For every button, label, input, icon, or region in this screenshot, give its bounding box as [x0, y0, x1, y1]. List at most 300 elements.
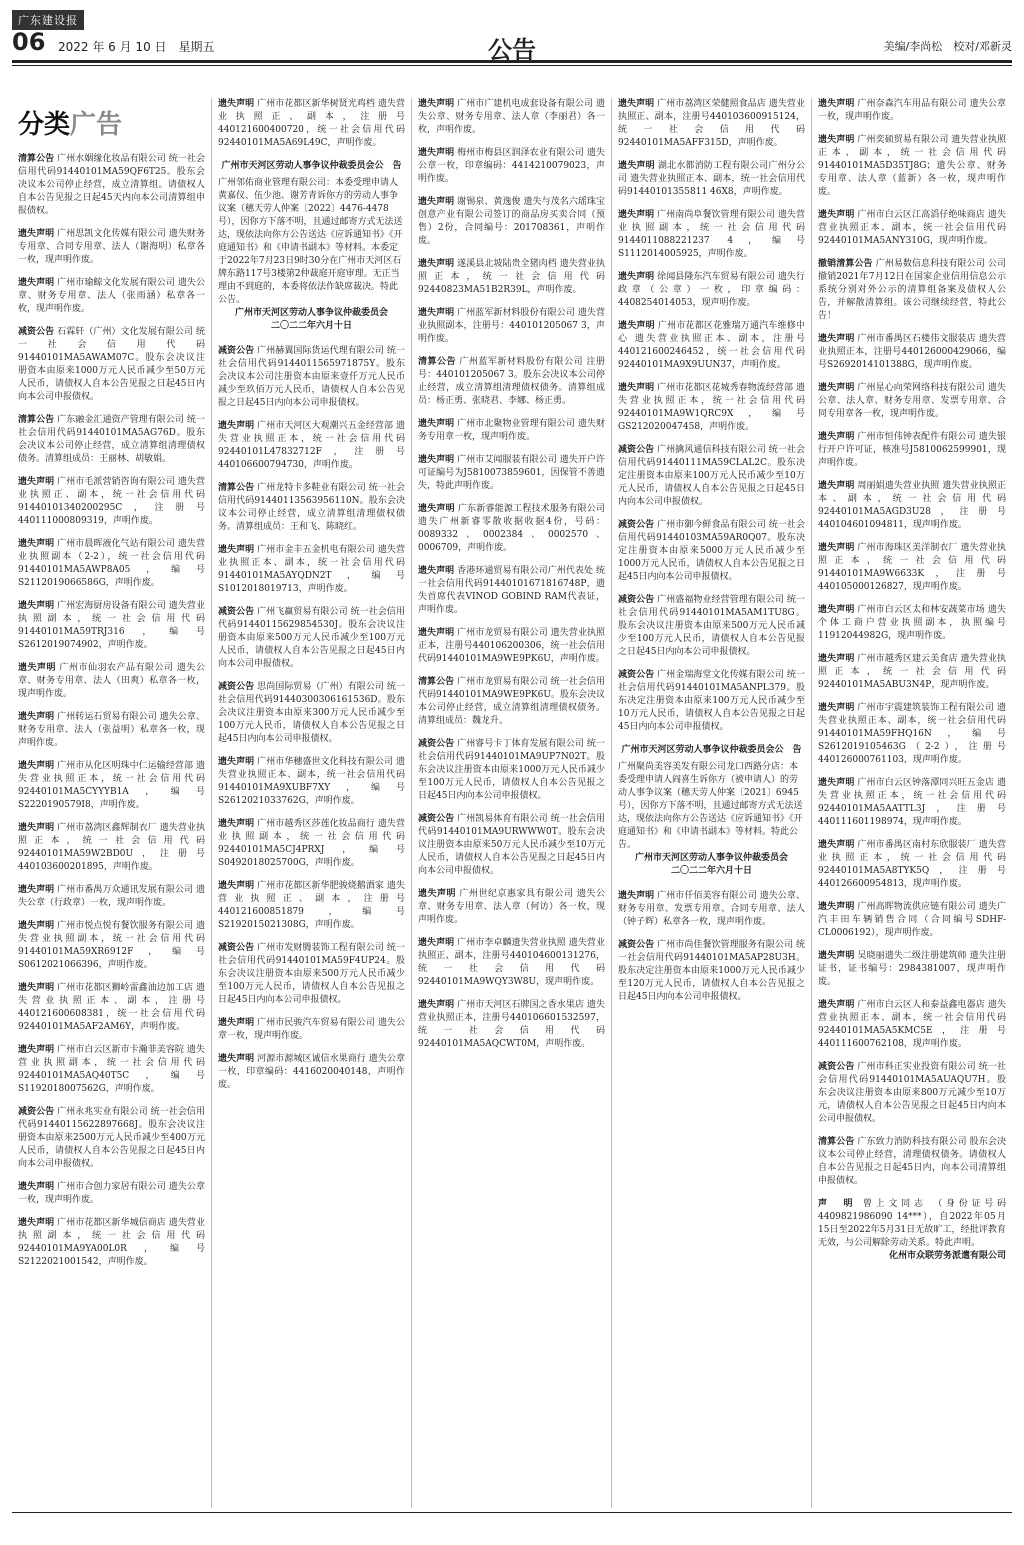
ad-kind: 遗失声明 [818, 432, 855, 442]
notice-body: 广州邻佑商业管理有限公司：本委受理申请人黄嘉仪、伍少池、谢芳青诉你方的劳动人事争议案（穗天劳人仲案〔2022〕4476-4478号），因你方下落不明，且通过邮寄方式无法送达，现依法向你方公告送达《应诉通知书》《开庭通知书》和《申请书副本》等材料。本委定于2022年7月23日9时30分在广州市天河区石牌东路117号3楼第2仲裁庭开庭审理。无正当理由不到庭的，本委将依法作缺席裁决。特此公告。 [218, 178, 403, 305]
ad-company: 广州市花都区新华树贤光鸡档 [257, 99, 375, 109]
ad-kind: 遗失声明 [818, 334, 855, 344]
classified-ad [218, 818, 405, 870]
ad-company: 湖北水都消防工程有限公司广州分公司 [618, 161, 805, 184]
ad-kind: 减资公告 [618, 670, 655, 680]
classified-ad [818, 777, 1006, 829]
ad-body: 遗失公章、财务专用章、法人（张雨涵）私章各一枚，现声明作废。 [18, 278, 205, 314]
ad-company: 梅州市梅县区润泽农业有限公司 [457, 148, 584, 158]
ad-kind: 遗失声明 [818, 902, 855, 912]
ad-body: 遗失公章、财务专用章、法人（田爽）私章各一枚，现声明作废。 [18, 663, 205, 699]
ad-company: 广州南尚阜餐饮管理有限公司 [657, 210, 775, 220]
ad-kind: 遗失声明 [618, 321, 655, 331]
classified-ad [418, 627, 605, 666]
classified-ad [18, 277, 205, 316]
ad-company: 广州星心向荣网络科技有限公司 [857, 383, 985, 393]
classified-ad [618, 444, 805, 509]
classified-ad [618, 669, 805, 734]
ad-company: 广东新睿能源工程技术服务有限公司 [457, 504, 605, 514]
ad-company: 广州市发财腾装饰工程有限公司 [257, 943, 384, 953]
ad-company: 广州市白云区太和林安蔬菜市场 [857, 605, 985, 615]
logo-part-1: 分类 [18, 110, 71, 140]
ad-kind: 遗失声明 [18, 761, 55, 771]
ad-body: 遗失营业执照副本，统一社会信用代码9144011088221237 4，编号S1112014005925，声明作废。 [618, 210, 805, 259]
ad-kind: 减资公告 [18, 1107, 55, 1117]
ad-kind: 遗失声明 [818, 654, 855, 664]
classified-ad [618, 320, 805, 372]
ad-company: 广州思凯文化传媒有限公司 [57, 229, 166, 239]
ad-body: 遗失行政章（公章）一枚，印章编码：4408254014053，现声明作废。 [618, 272, 805, 308]
ad-company: 广州奈森汽车用品有限公司 [857, 99, 967, 109]
classified-ad [18, 982, 205, 1034]
ad-company: 广州市花都区新华城信商店 [57, 1218, 166, 1228]
ad-company: 广东融金汇通资产管理有限公司 [57, 415, 184, 425]
ad-company: 广州市番禺万众通讯发展有限公司 [57, 885, 194, 895]
classified-ad [18, 1106, 205, 1171]
notice-signature: 广州市天河区劳动人事争议仲裁委员会 [234, 308, 388, 318]
classified-ad [218, 420, 405, 472]
ad-company: 广州市华穗盛世文化科技有限公司 [257, 757, 394, 767]
ad-body: 遗失营业执照正本、副本，注册号440121600608381，统一社会信用代码92440101MA5AF2AM6Y，声明作废。 [18, 983, 205, 1032]
ad-kind: 遗失声明 [18, 229, 55, 239]
ad-kind: 遗失声明 [818, 383, 855, 393]
ad-body: 统一社会信用代码91440115622897668J。股东会决议注册资本由原来2500万元人民币减少至400万元人民币，请债权人自本公告见报之日起45日内向本公司申报债权。 [18, 1107, 205, 1169]
ad-body: 统一社会信用代码91440300306161536D。股东会决议注册资本由原来300万元人民币减少至100万元人民币，请债权人自本公告见报之日起45日内向本公司申报债权。 [218, 682, 405, 744]
ad-company: 广州市金丰五金机电有限公司 [257, 545, 375, 555]
ad-body: 统一社会信用代码91440115629854530J。股东会决议注册资本由原来500万元人民币减少至100万元人民币，请债权人自本公告见报之日起45日内向本公司申报债权。 [218, 607, 405, 669]
ad-kind: 遗失声明 [618, 272, 655, 282]
ad-body: 统一社会信用代码91440101MA5AM1TU8G。股东会决议注册资本由原来500万元人民币减少至100万元人民币，请债权人自本公告见报之日起45日内向本公司申报债权。 [618, 595, 805, 657]
classified-ad [218, 942, 405, 1007]
ad-company: 广州市越秀区建云美食店 [857, 654, 958, 664]
classified-ad [818, 839, 1006, 891]
ad-kind: 遗失声明 [18, 1182, 55, 1192]
classified-ad [218, 880, 405, 932]
ad-kind: 减资公告 [418, 814, 455, 824]
notice-date: 二〇二二年六月十日 [670, 866, 752, 876]
classified-ad [618, 382, 805, 434]
ad-body: 统一社会信用代码91440101MA5AP28U3H。股东决定注册资本由原来1000万元人民币减少至120万元人民币，请债权人自本公告见报之日起45日内向本公司申报债权。 [618, 940, 805, 1002]
ad-body: 统一社会信用代码91440101671816748P，遗失首席代表VINOD GOBIND RAM代表证，声明作废。 [418, 566, 605, 615]
ad-kind: 遗失声明 [18, 601, 55, 611]
page-number: 06 [12, 28, 46, 56]
ad-company: 思尚国际贸易（广州）有限公司 [257, 682, 384, 692]
classified-ad [818, 98, 1006, 124]
notice-title: 广州市天河区劳动人事争议仲裁委员会公 告 [221, 161, 402, 171]
ad-company: 广州奕硕贸易有限公司 [857, 135, 949, 145]
ad-body: 遗失营业执照正本，统一社会信用代码91440101MA9W6633K，注册号440105000126827，现声明作废。 [818, 543, 1006, 592]
ad-signature: 化州市众联劳务派遣有限公司 [888, 1251, 1006, 1261]
ad-company: 广州市白云区人和泰益鑫电器店 [857, 1000, 985, 1010]
classifieds-grid [12, 98, 1012, 1508]
ad-kind: 撤销清算公告 [818, 259, 873, 269]
notice-body: 广州聚尚美容美发有限公司龙口西路分店：本委受理申请人阎喜生诉你方（被申请人）的劳动人事争议案（穗天劳人仲案〔2021〕6945号），因你方下落不明，且通过邮寄方式无法送达，现依法向你方公告送达《应诉通知书》《开庭通知书》和《申请书副本》等材料。特此公告。 [618, 762, 803, 850]
classified-ad [18, 920, 205, 972]
paper-tag: 广东建设报 [12, 10, 84, 30]
ad-kind: 减资公告 [618, 520, 655, 530]
ad-body: 遗失营业执照正、副本，统一社会信用代码91440101340200295C，注册号440111000809319，声明作废。 [18, 477, 205, 526]
ad-kind: 遗失声明 [418, 889, 457, 899]
ad-kind: 遗失声明 [818, 778, 855, 788]
ad-body: 遗失营业执照正本，统一社会信用代码92440101L47832712F，注册号440106600794730，声明作废。 [218, 421, 405, 470]
ad-kind: 遗失声明 [218, 99, 255, 109]
ad-company: 广州市从化区明珠中仁运输经营部 [57, 761, 194, 771]
ad-company: 广州市李卓麟遗失营业执照 [457, 938, 566, 948]
ad-body: 遗失财务专用章一枚，现声明作废。 [418, 419, 605, 442]
column-5 [812, 98, 1012, 1508]
ad-body: 遗失广汽丰田车辆销售合同（合同编号SDHF-CL0006192），现声明作废。 [818, 902, 1006, 938]
classified-ad [818, 999, 1006, 1051]
classified-ad [818, 333, 1006, 372]
ad-body: 统一社会信用代码91440113563956110N。股东会决议本公司停止经营，成立清算组清理债权债务。清算组成员：王和飞、陈晓红。 [218, 483, 405, 532]
classified-ad [18, 760, 205, 812]
ad-kind: 遗失声明 [18, 885, 55, 895]
ad-company: 广州转运石贸易有限公司 [57, 712, 157, 722]
ad-company: 广州市恒伟钟表配件有限公司 [857, 432, 976, 442]
ad-body: 遗失营业执照副本，统一社会信用代码92440101MA5CJ4PRXJ，编号S0492018025700G，声明作废。 [218, 819, 405, 868]
classified-ad [418, 258, 605, 297]
classified-ad [218, 756, 405, 808]
ad-body: 遗失营业执照正本，统一社会信用代码92440101MA5ABU3N4P，现声明作废。 [818, 654, 1006, 690]
classified-ad [18, 1181, 205, 1207]
classified-ad [418, 454, 605, 493]
ad-kind: 遗失声明 [818, 210, 855, 220]
ad-company: 广州市天河区石牌国之香水果店 [457, 1000, 584, 1010]
ad-kind: 遗失声明 [818, 99, 855, 109]
classified-ad [618, 271, 805, 310]
ad-company: 广州市越秀区莎莲化妆品商行 [257, 819, 375, 829]
ad-kind: 遗失声明 [618, 383, 655, 393]
editor-credits: 美编/李尚松 校对/邓新灵 [883, 40, 1012, 53]
ad-kind: 减资公告 [18, 327, 55, 337]
ad-company: 广州市宇震建筑装饰工程有限公司 [857, 703, 994, 713]
classified-ad [218, 98, 405, 150]
arbitration-notice [618, 744, 805, 878]
ad-company: 广州市花都区狮岭雷鑫油边加工店 [57, 983, 194, 993]
ad-kind: 清算公告 [818, 1137, 855, 1147]
ad-body: 遗失开户许可证编号为J5810073859601，因保管不善遗失，特此声明作废。 [418, 455, 605, 491]
ad-company: 广州市仙羽农产品有限公司 [59, 663, 174, 673]
ad-body: 遗失营业执照正本、副本，统一社会信用代码91440101MA59FHQ16N，编号S2612019105463G（2-2），注册号440126000761103，现声明作废。 [818, 703, 1006, 765]
ad-kind: 遗失声明 [418, 99, 455, 109]
ad-body: 公司撤销2021年7月12日在国家企业信用信息公示系统分别对外公示的清算组备案及债权人公告，并解散清算组。该公司继续经营，特此公告！ [818, 259, 1006, 321]
ad-kind: 遗失声明 [418, 419, 455, 429]
classified-ad [18, 414, 205, 466]
ad-company: 广州水姻缘化妆品有限公司 [57, 154, 166, 164]
ad-body: 遗失营业执照副本，统一社会信用代码91440101MA59TRJ316，编号S2612019074902，声明作废。 [18, 601, 205, 650]
ad-company: 广州市龙贸易有限公司 [457, 628, 548, 638]
ad-body: 统一社会信用代码91440101MA9WE9PK6U。股东会决议本公司停止经营，成立清算组清理债权债务。清算组成员：魏龙升。 [418, 677, 605, 726]
classified-ad [18, 326, 205, 404]
column-2 [212, 98, 412, 1508]
ad-body: 统一社会信用代码91440111MA59CLAL2C。股东决定注册资本由原来100万元人民币减少至10万元人民币，请债权人自本公告见报之日起45日内向本公司申报债权。 [618, 445, 805, 507]
ad-kind: 遗失声明 [18, 921, 55, 931]
ad-kind: 减资公告 [218, 943, 255, 953]
ad-body: 遗失营业执照副本，统一社会信用代码92440101MA9YA00L0R，编号S2122021001542，声明作废。 [18, 1218, 205, 1267]
ad-body: 统一社会信用代码91440101MA59QF6T25。股东会决议本公司停止经营，成立清算组。请债权人自本公告见报之日起45天内向本公司清算组申报债权。 [18, 154, 205, 216]
ad-kind: 遗失声明 [818, 840, 855, 850]
classified-ad [818, 950, 1006, 989]
classifieds-logo [18, 104, 205, 141]
ad-body: 遗失营业执照正本、副本，统一社会信用代码92440101MA5ANY310G，现声明作废。 [818, 210, 1006, 246]
ad-kind: 减资公告 [618, 445, 655, 455]
ad-body: 遗失营业执照正本、副本，统一社会信用代码91440101MA5AYQDN2T，编号S1012018019713，声明作废。 [218, 545, 405, 594]
ad-body: 遗失公章、财务专用章、法人（张益明）私章各一枚，现声明作废。 [18, 712, 205, 748]
classified-ad [418, 738, 605, 803]
ad-company: 谢锡泉、黄逸俊 [457, 197, 521, 207]
notice-title: 广州市天河区劳动人事争议仲裁委员会公 告 [621, 745, 802, 755]
column-4 [612, 98, 812, 1508]
ad-kind: 遗失声明 [818, 481, 855, 491]
classified-ad [218, 606, 405, 671]
ad-company: 广东致力消防科技有限公司 [857, 1137, 967, 1147]
ad-body: 遗失公章一枚，现声明作废。 [818, 99, 1006, 122]
ad-company: 广州市瑜鲸文化发展有限公司 [57, 278, 175, 288]
classified-ad [418, 356, 605, 408]
logo-part-2: 广告 [70, 110, 123, 140]
ad-kind: 清算公告 [18, 415, 55, 425]
classified-ad [818, 258, 1006, 323]
ad-kind: 遗失声明 [18, 278, 55, 288]
ad-company: 广州飞赢贸易有限公司 [257, 607, 348, 617]
ad-body: 遗失公章、财务专用章、法人章（何访）各一枚，现声明作废。 [418, 889, 605, 925]
classified-ad [18, 662, 205, 701]
ad-company: 广州市荔湾区鑫辉制衣厂 [57, 823, 157, 833]
ad-kind: 遗失声明 [18, 712, 55, 722]
ad-company: 广州市花都区花城秀春物流经营部 [657, 383, 794, 393]
ad-company: 广州市白云区新市卡瀚菲美容院 [57, 1045, 184, 1055]
ad-kind: 遗失声明 [218, 757, 255, 767]
ad-body: 遗失公章（行政章）一枚，现声明作废。 [18, 885, 205, 908]
ad-body: （身份证号码4409821986090 14***），自2022年05月15日至2022年5月31日无故旷工，经批评教育无效，与公司解除劳动关系。特此声明。 [818, 1199, 1006, 1248]
ad-company: 石霖轩（广州）文化发展有限公司 [57, 327, 194, 337]
classified-ad [18, 1217, 205, 1269]
ad-kind: 减资公告 [218, 607, 255, 617]
ad-company: 香港环通贸易有限公司广州代表处 [457, 566, 594, 576]
classified-ad [218, 345, 405, 410]
classified-ad [818, 901, 1006, 940]
ad-body: 遗失营业执照正本，统一社会信用代码92440101MA5A8TYK5Q，注册号440126600954813，现声明作废。 [818, 840, 1006, 889]
ad-kind: 清算公告 [418, 357, 457, 367]
ad-body: 统一社会信用代码91440101MA5AUAQU7H。股东会决议注册资本由原来800万元减少至10万元，请债权人自本公告见报之日起45日内向本公司申报债权。 [818, 1062, 1006, 1124]
ad-company: 广州市毛派营销咨询有限公司 [57, 477, 175, 487]
classified-ad [218, 1053, 405, 1092]
ad-body: 遗失营业执照正、副本，注册号440121600851879，编号S2192015021308G，声明作废。 [218, 881, 405, 930]
classified-ad [418, 98, 605, 137]
ad-company: 遂溪县北坡陆贵全猪肉档 [457, 259, 557, 269]
ad-company: 广州市花都区花雅瑞万通汽车维修中心 [618, 321, 805, 344]
ad-kind: 遗失声明 [418, 197, 455, 207]
ad-company: 广州市御今鲜食品有限公司 [657, 520, 766, 530]
ad-company: 广州龙特卡多鞋业有限公司 [257, 483, 366, 493]
ad-company: 广州市合创力家居有限公司 [57, 1182, 166, 1192]
ad-company: 广州市晨晖液化气站有限公司 [57, 539, 175, 549]
ad-company: 河源市源城区诚信水果商行 [257, 1054, 366, 1064]
ad-kind: 遗失声明 [218, 819, 255, 829]
ad-company: 广州市广建机电成套设备有限公司 [457, 99, 594, 109]
classified-ad [418, 565, 605, 617]
ad-company: 广州市悦点悦有餐饮服务有限公司 [57, 921, 194, 931]
ad-body: 遗失公章一枚，现声明作废。 [218, 1018, 405, 1041]
ad-kind: 遗失声明 [18, 1045, 55, 1055]
ad-body: 遗失银行开户许可证，核准号J5810062599901，现声明作废。 [818, 432, 1006, 468]
ad-kind: 遗失声明 [418, 566, 455, 576]
classified-ad [618, 98, 805, 150]
ad-body: 统一社会信用代码91440101MA5AWAM07C。股东会决议注册资本由原来1000万元人民币减少至50万元人民币，请债权人自本公告见报之日起45日内向本公司申报债权。 [18, 327, 205, 402]
ad-kind: 遗失声明 [18, 823, 55, 833]
classified-ad [18, 538, 205, 590]
ad-kind: 遗失声明 [418, 148, 455, 158]
ad-company: 广州市海珠区美洋制衣厂 [857, 543, 958, 553]
section-title: 公告 [488, 36, 536, 64]
classified-ad [418, 888, 605, 927]
ad-body: 遗失营业执照副本，统一社会信用代码92440101MA5AQ40T5C，编号S1192018007562G，声明作废。 [18, 1045, 205, 1094]
classified-ad [818, 702, 1006, 767]
ad-kind: 遗失声明 [618, 99, 655, 109]
classified-ad [618, 890, 805, 929]
classified-ad [218, 681, 405, 746]
ad-body: 遗失营业执照正本、副本，统一社会信用代码91440101MA5D35TJ8G；遗失公章、财务专用章、法人章（蓝新）各一枚，现声明作废。 [818, 135, 1006, 197]
classified-ad [418, 503, 605, 555]
ad-body: 注册号：440101205067 3。股东会决议本公司停止经营，成立清算组清理债权债务。清算组成员：杨正勇、张晓君、李娜、杨正勇。 [418, 357, 605, 406]
ad-kind: 遗失声明 [618, 210, 655, 220]
classified-ad [418, 937, 605, 989]
classified-ad [618, 519, 805, 584]
ad-body: 遗失公章一枚，现声明作废。 [18, 1182, 205, 1205]
ad-company: 广州市艾闻服装有限公司 [457, 455, 557, 465]
ad-body: 遗失营业执照正本，注册号440106200306，统一社会信用代码91440101MA9WE9PK6U，声明作废。 [418, 628, 605, 664]
ad-body: 遗失营业执照正本，统一社会信用代码92440101MA5CYYYB1A，编号S2220190579I8，声明作废。 [18, 761, 205, 810]
ad-body: 遗失营业执照正、副本，注册号440104600131276，统一社会信用代码92440101MA9WQY3W8U，现声明作废。 [418, 938, 605, 987]
ad-body: 统一社会信用代码91440101MA9UP7N02T。股东会决议注册资本由原来1000万元人民币减少至100万元人民币，请债权人自本公告见报之日起45日内向本公司申报债权。 [418, 739, 605, 801]
ad-kind: 遗失声明 [18, 1218, 55, 1228]
ad-body: 遗失营业执照副本，注册号：440101205067 3，声明作废。 [418, 308, 605, 344]
ad-kind: 遗失声明 [418, 504, 455, 514]
ad-body: 遗失营业执照副本（2-2），统一社会信用代码91440101MA5AWP8A05，编号S2112019066586G，声明作废。 [18, 539, 205, 588]
ad-kind: 遗失声明 [818, 951, 855, 961]
classified-ad [818, 382, 1006, 421]
ad-company: 广州市民骏汽车贸易有限公司 [257, 1018, 375, 1028]
classified-ad [818, 480, 1006, 532]
ad-body: 遗失营业执照正本、副本，统一社会信用代码91440101MA9XUBF7XY，编号S2612021033762G，声明作废。 [218, 757, 405, 806]
ad-body: 统一社会信用代码91440101MA5ANPL379。股东决定注册资本由原来100万元人民币减少至10万元人民币，请债权人自本公告见报之日起45日内向本公司申报债权。 [618, 670, 805, 732]
ad-company: 广州市荔湾区荣健照食品店 [657, 99, 766, 109]
ad-company: 广州永兆实业有限公司 [57, 1107, 148, 1117]
ad-company: 广州擒风通信科技有限公司 [657, 445, 766, 455]
ad-body: 遗失公章、财务专用章、法人章（李丽君）各一枚，声明作废。 [418, 99, 605, 135]
ad-body: 遗失营业执照正本，注册号440126000429066，编号S2692014101388G，现声明作废。 [818, 334, 1006, 370]
ad-body: 统一社会信用代码91440101MA59F4UP24。股东会决议注册资本由原来500万元人民币减少至100万元人民币，请债权人自本公告见报之日起45日内向本公司申报债权。 [218, 943, 405, 1005]
ad-kind: 遗失声明 [18, 539, 55, 549]
classified-ad [418, 196, 605, 248]
classified-ad [18, 822, 205, 874]
ad-body: 遗失营业执照副本，统一社会信用代码91440101MA59XR6912F，编号S0612021066396，声明作废。 [18, 921, 205, 970]
ad-kind: 清算公告 [218, 483, 255, 493]
classified-ad [18, 476, 205, 528]
ad-body: 遗失营业执照正本，统一社会信用代码92440101MA5AATTL3J，注册号440111601198974，现声明作废。 [818, 778, 1006, 827]
classified-ad [18, 600, 205, 652]
classified-ad [218, 544, 405, 596]
classified-ad [18, 1044, 205, 1096]
ad-body: 统一社会信用代码91440101MA5AG76D。股东会决议本公司停止经营，成立清算组清理债权债务。清算组成员：王丽林、胡敏娟。 [18, 415, 205, 464]
classified-ad [618, 939, 805, 1004]
notice-signature: 广州市天河区劳动人事争议仲裁委员会 [634, 853, 788, 863]
ad-kind: 遗失声明 [818, 703, 855, 713]
ad-kind: 遗失声明 [818, 1000, 855, 1010]
ad-kind: 遗失声明 [618, 891, 655, 901]
ad-body: 遗失与茂名六瑶珠宝创意产业有限公司签订的商品房买卖合同（预售）2份，合同编号：201708361，声明作废。 [418, 197, 605, 246]
ad-company: 广州市番禺区石楼伟文服装店 [857, 334, 976, 344]
ad-company: 广州市北聚物业管理有限公司 [457, 419, 575, 429]
ad-kind: 遗失声明 [218, 421, 255, 431]
ad-kind: 遗失声明 [18, 477, 55, 487]
classified-ad [818, 134, 1006, 199]
ad-kind: 遗失声明 [18, 663, 57, 673]
classified-ad [818, 209, 1006, 248]
ad-kind: 清算公告 [18, 154, 55, 164]
page-header [12, 30, 1012, 63]
ad-body: 遗失公章一枚，印章编码：4416020040148，声明作废。 [218, 1054, 405, 1090]
classified-ad [818, 1136, 1006, 1188]
ad-kind: 减资公告 [818, 1062, 855, 1072]
ad-company: 广州市龙贸易有限公司 [457, 677, 548, 687]
ad-body: 遗失营业执照正本，注册号440106601532597，统一社会信用代码92440101MA5AQCWT0M，声明作废。 [418, 1000, 605, 1049]
ad-company: 广州凯易体育有限公司 [457, 814, 548, 824]
ad-company: 周丽娟遗失营业执照 [857, 481, 940, 491]
ad-company: 广州市白云区钟落潭同兴旺五金店 [857, 778, 994, 788]
classified-ad [618, 209, 805, 261]
ad-company: 广州市番禺区南村东欣服装厂 [857, 840, 976, 850]
ad-kind: 遗失声明 [418, 455, 455, 465]
notice-date: 二〇二二年六月十日 [270, 321, 352, 331]
ad-company: 徐闻县隆东汽车贸易有限公司 [657, 272, 775, 282]
ad-company: 广州赫翼国际货运代理有限公司 [257, 346, 384, 356]
ad-kind: 遗失声明 [418, 628, 455, 638]
ad-kind: 遗失声明 [218, 1018, 255, 1028]
ad-company: 吴晓丽遗失二级注册建筑师 [857, 951, 967, 961]
ad-body: 遗失营业执照正本、副本，统一社会信用代码92440101MA5A5KMC5E，注册号440111600762108，现声明作废。 [818, 1000, 1006, 1049]
ad-kind: 减资公告 [618, 595, 655, 605]
ad-company: 广州市仟佰美容有限公司 [657, 891, 757, 901]
classified-ad [818, 542, 1006, 594]
ad-kind: 遗失声明 [618, 161, 655, 171]
classified-ad [818, 653, 1006, 692]
classified-ad [218, 482, 405, 534]
ad-body: 遗失公章一枚，印章编码：4414210079023，声明作废。 [418, 148, 605, 184]
ad-kind: 减资公告 [418, 739, 455, 749]
ad-kind: 遗失声明 [418, 308, 455, 318]
ad-body: 遗失个体工商户营业执照副本，执照编号11912044982G，现声明作废。 [818, 605, 1006, 641]
column-3 [412, 98, 612, 1508]
ad-company: 广州市天河区大观潮兴五金经营部 [257, 421, 394, 431]
ad-body: 统一社会信用代码9144011565971875Y。股东会决议本公司注册资本由原来壹仟万元人民币减少至玖佰万元人民币，请债权人自本公告见报之日起45日内向本公司申报债权。 [218, 346, 405, 408]
ad-kind: 遗失声明 [18, 983, 55, 993]
ad-kind: 清算公告 [418, 677, 455, 687]
ad-kind: 遗失声明 [418, 259, 455, 269]
ad-body: 遗失广州新睿零散收据收据4份，号码：0089332、0002384、0002570、0006709，声明作废。 [418, 517, 605, 553]
ad-kind: 声 明 [818, 1199, 857, 1209]
ad-body: 遗失营业执照正、副本，注册号440121600400720，统一社会信用代码92440101MA5A69L49C，声明作废。 [218, 99, 405, 148]
ad-body: 股东会决议本公司停止经营，清理债权债务。请债权人自本公告见报之日起45日内，向本公司清算组申报债权。 [818, 1137, 1006, 1186]
ad-body: 遗失营业执照正本，统一社会信用代码92440823MA51B2R39L，声明作废。 [418, 259, 605, 295]
classified-ad [818, 1198, 1006, 1263]
ad-body: 统一社会信用代码91440103MA59AR0Q07。股东决定注册资本由原来5000万元人民币减少至1000万元人民币，请债权人自本公告见报之日起45日内向本公司申报债权。 [618, 520, 805, 582]
classified-ad [418, 999, 605, 1051]
ad-body: 遗失营业执照正、副本，注册号440103600915124，统一社会信用代码92440101MA5AFF315D，声明作废。 [618, 99, 805, 148]
footer-rule [12, 1512, 1012, 1513]
ad-body: 遗失财务专用章、合同专用章、法人（谢海明）私章各一枚，现声明作废。 [18, 229, 205, 265]
ad-kind: 遗失声明 [418, 938, 455, 948]
